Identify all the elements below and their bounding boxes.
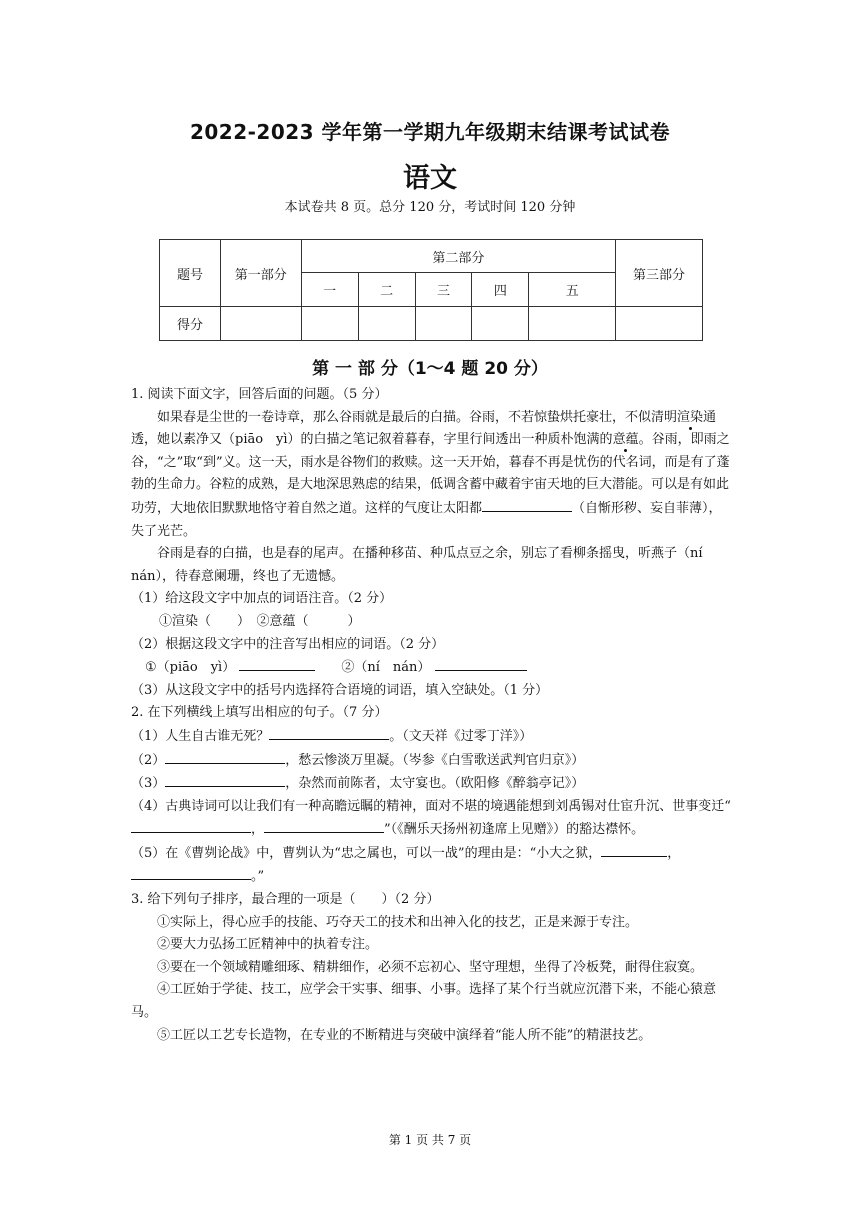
answer-blank[interactable] [482,497,572,512]
answer-blank[interactable] [131,865,251,880]
subject-title: 语文 [403,163,457,194]
dotted-word: 渲染 [677,409,704,425]
answer-blank[interactable] [269,725,389,740]
q1-stem: 1. 阅读下面文字，回答后面的问题。（5 分） [131,387,388,402]
dotted-word: 意蕴 [612,432,639,448]
score-cell[interactable] [415,307,472,341]
q3-option: ②要大力弘扬工匠精神中的执着专注。 [157,937,379,953]
score-cell[interactable] [472,307,529,341]
part2-col: 四 [472,273,529,307]
part2-col: 三 [415,273,472,307]
score-cell[interactable] [358,307,415,341]
answer-blank[interactable] [239,656,315,671]
part2-header: 第二部分 [301,240,615,273]
q2-item-5: （5）在《曹刿论战》中，曹刿认为“忠之属也，可以一战”的理由是：“小大之狱， ，。” [131,842,731,889]
score-cell[interactable] [529,307,616,341]
q1-paragraph-2: 谷雨是春的白描，也是春的尾声。在播种移苗、种瓜点豆之余，别忘了看柳条摇曳，听燕子（ní nán），待春意阑珊，终也了无遗憾。 [131,546,716,584]
q1-sub2-items: ①（piāo yì） ②（ní nán） [131,656,731,680]
answer-blank[interactable] [131,818,251,833]
exam-title: 2022-2023 学年第一学期九年级期末结课考试试卷 [189,120,671,144]
q1-sub3: （3）从这段文字中的括号内选择符合语境的词语，填入空缺处。（1 分） [131,682,549,698]
answer-blank[interactable] [601,842,667,857]
q2-item-3: （3） ，杂然而前陈者，太守宴也。（欧阳修《醉翁亭记》） [131,772,731,796]
part3-header: 第三部分 [616,240,703,307]
answer-blank[interactable] [435,656,527,671]
score-table [159,239,703,341]
part2-col: 二 [358,273,415,307]
q1-sub2: （2）根据这段文字中的注音写出相应的词语。（2 分） [131,636,445,652]
section-heading: 第 一 部 分（1～4 题 20 分） [312,359,548,379]
score-cell[interactable] [616,307,703,341]
answer-blank[interactable] [264,818,384,833]
score-label: 得分 [160,307,221,341]
q1-paragraph-1: 如果春是尘世的一卷诗章，那么谷雨就是最后的白描。谷雨，不若惊蛰烘托豪壮，不似清明渲染通透，她以素净又（piāo yì）的白描之笔记叙着暮春，字里行间透出一种质朴饱满的意蕴。谷雨，即雨之谷，“之”取“到”义。这一天，雨水是谷物们的救赎。这一天开始，暮春不再是忧伤的代名词，而是有了蓬勃的生命力。谷粒的成熟，是大地深思熟虑的结果，低调含蓄中藏着宇宙天地的巨大潜能。可以是有如此功劳，大地依旧默默地恪守着自然之道。这样的气度让太阳都 （自惭形秽、妄自菲薄），失了光芒。 [131,409,730,539]
answer-blank[interactable] [165,749,285,764]
q3-option: ⑤工匠以工艺专长造物，在专业的不断精进与突破中演绎着“能人所不能”的精湛技艺。 [157,1027,652,1043]
q3-option: ①实际上，得心应手的技能、巧夺天工的技术和出神入化的技艺，正是来源于专注。 [157,914,639,930]
q2-item-1: （1）人生自古谁无死？ 。（文天祥《过零丁洋》） [131,725,731,749]
q2-item-2: （2） ，愁云惨淡万里凝。（岑参《白雪歌送武判官归京》） [131,749,731,773]
page-footer: 第 1 页 共 7 页 [388,1133,472,1147]
part2-col: 五 [529,273,616,307]
row-label: 题号 [160,240,221,307]
q1-sub1-items: ①渲染（ ） ②意蕴（ ） [159,613,361,629]
part2-col: 一 [301,273,358,307]
part1-header: 第一部分 [220,240,301,307]
score-cell[interactable] [220,307,301,341]
q2-item-4: （4）古典诗词可以让我们有一种高瞻远瞩的精神，面对不堪的境遇能想到刘禹锡对仕宦升沉、世事变迁“， ”（《酬乐天扬州初逢席上见赠》）的豁达襟怀。 [131,798,731,838]
exam-meta: 本试卷共 8 页。总分 120 分，考试时间 120 分钟 [284,200,576,215]
q3-option: ③要在一个领域精雕细琢、精耕细作，必须不忘初心、坚守理想，坐得了冷板凳，耐得住寂寞。 [157,959,704,975]
q3-stem: 3. 给下列句子排序，最合理的一项是（ ）（2 分） [131,892,440,908]
score-cell[interactable] [301,307,358,341]
questions [131,384,731,1047]
answer-blank[interactable] [165,772,285,787]
q2-stem: 2. 在下列横线上填写出相应的句子。（7 分） [131,705,388,721]
q3-option: ④工匠始于学徒、技工，应学会干实事、细事、小事。选择了某个行当就应沉潜下来，不能心猿意马。 [131,982,717,1021]
q1-sub1: （1）给这段文字中加点的词语注音。（2 分） [131,591,393,607]
